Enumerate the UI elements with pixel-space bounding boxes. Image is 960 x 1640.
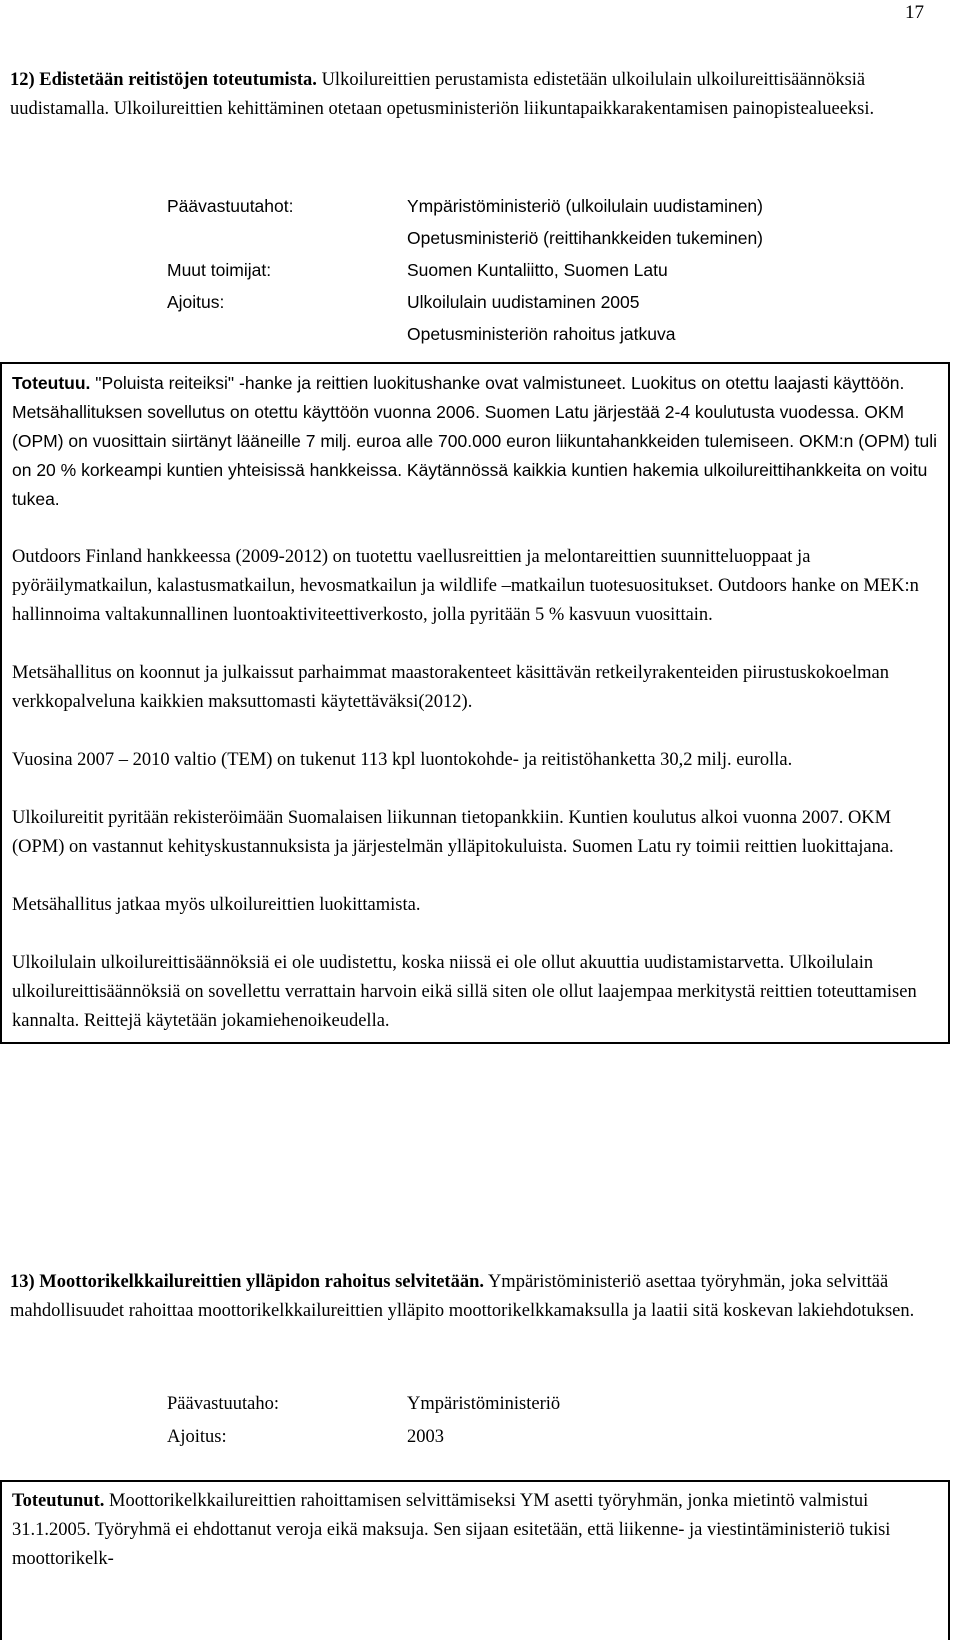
responsibility-value: Opetusministeriö (reittihankkeiden tukeminen) — [407, 228, 763, 248]
responsibility-row — [167, 286, 763, 350]
responsibility-label: Päävastuutaho: — [167, 1394, 280, 1414]
result-paragraph: Metsähallitus jatkaa myös ulkoilureittien luokittamista. — [12, 895, 421, 915]
section-12-responsibility-table — [167, 190, 763, 350]
responsibility-label: Ajoitus: — [167, 292, 225, 312]
section-13-text: Ympäristöministeriö asettaa työryhmän, joka selvittää mahdollisuudet rahoittaa moottorikelkkailureittien ylläpito moottorikelkkamaksulla ja laatii sitä koskevan lakiehdotuksen. — [10, 1272, 915, 1321]
section-12-text: Ulkoilureittien perustamista edistetään ulkoilulain ulkoilureittisäännöksiä uudistamalla. Ulkoilureittien kehittäminen otetaan opetusministeriön liikuntapaikkarakentamisen painopistealueeksi. — [10, 70, 875, 119]
responsibility-value: Opetusministeriön rahoitus jatkuva — [407, 324, 676, 344]
section-13-intro — [10, 1268, 940, 1326]
responsibility-row — [167, 190, 763, 254]
responsibility-value: Ympäristöministeriö — [407, 1394, 561, 1414]
responsibility-label: Ajoitus: — [167, 1427, 227, 1447]
result-lead: Toteutunut. — [12, 1491, 105, 1511]
result-paragraph: Ulkoilulain ulkoilureittisäännöksiä ei ole uudistettu, koska niissä ei ole ollut akuuttia uudistamistarvetta. Ulkoilulain ulkoilureittisäännöksiä on sovellettu verrattain harvoin eikä sillä siten ole ollut laajempaa merkitystä reittien toteuttamisen kannalta. Reittejä käytetään jokamiehenoikeudella. — [12, 953, 917, 1031]
responsibility-row — [167, 1388, 560, 1421]
responsibility-value: Suomen Kuntaliitto, Suomen Latu — [407, 260, 668, 280]
responsibility-row — [167, 1421, 560, 1454]
result-paragraph: Metsähallitus on koonnut ja julkaissut parhaimmat maastorakenteet käsittävän retkeilyrakenteiden piirustuskokoelman verkkopalveluna kaikkien maksuttomasti käytettäväksi(2012). — [12, 663, 889, 712]
section-13-responsibility-table — [167, 1388, 560, 1454]
result-paragraph: Outdoors Finland hankkeessa (2009-2012) on tuotettu vaellusreittien ja melontareittien suunnitteluoppaat ja pyöräilymatkailun, kalastusmatkailun, hevosmatkailun ja wildlife –matkailun tuotesuositukset. Outdoors hanke on MEK:n hallinnoima valtakunnallinen luontoaktiviteettiverkosto, jolla pyritään 5 % kasvuun vuosittain. — [12, 547, 919, 625]
result-paragraph: Toteutunut. Moottorikelkkailureittien rahoittamisen selvittämiseksi YM asetti työryhmän, jonka mietintö valmistui 31.1.2005. Työryhmä ei ehdottanut veroja eikä maksuja. Sen sijaan esitetään, että liikenne- ja viestintäministeriö tukisi moottorikelk- — [12, 1491, 891, 1569]
responsibility-label: Muut toimijat: — [167, 260, 272, 280]
responsibility-row — [167, 254, 763, 286]
result-paragraph: Toteutuu. "Poluista reiteiksi" -hanke ja reittien luokitushanke ovat valmistuneet. Luokitus on otettu laajasti käyttöön. Metsähallituksen sovellutus on otettu käyttöön vuonna 2006. Suomen Latu järjestää 2-4 koulutusta vuodessa. OKM (OPM) on vuosittain siirtänyt lääneille 7 milj. euroa alle 700.000 euron liikuntahankkeiden tulemiseen. OKM:n (OPM) tuli on 20 % korkeampi kuntien yhteisissä hankkeissa. Käytännössä kaikkia kuntien hakemia ulkoilureittihankkeita on voitu tukea. — [12, 373, 938, 509]
section-12-heading: 12) Edistetään reitistöjen toteutumista. — [10, 70, 317, 90]
section-12-result-box — [0, 362, 950, 1044]
section-13-result-box — [0, 1480, 950, 1640]
responsibility-value: 2003 — [407, 1427, 444, 1447]
responsibility-value: Ympäristöministeriö (ulkoilulain uudistaminen) — [407, 196, 763, 216]
result-paragraph: Vuosina 2007 – 2010 valtio (TEM) on tukenut 113 kpl luontokohde- ja reitistöhanketta 30,2 milj. eurolla. — [12, 750, 793, 770]
result-paragraph: Ulkoilureitit pyritään rekisteröimään Suomalaisen liikunnan tietopankkiin. Kuntien koulutus alkoi vuonna 2007. OKM (OPM) on vastannut kehityskustannuksista ja järjestelmän ylläpitokuluista. Suomen Latu ry toimii reittien luokittajana. — [12, 808, 894, 857]
page-number: 17 — [905, 2, 924, 23]
result-lead: Toteutuu. — [12, 373, 91, 393]
section-12-intro — [10, 66, 940, 124]
section-13-heading: 13) Moottorikelkkailureittien ylläpidon rahoitus selvitetään. — [10, 1272, 484, 1292]
responsibility-value: Ulkoilulain uudistaminen 2005 — [407, 292, 640, 312]
responsibility-label: Päävastuutahot: — [167, 196, 294, 216]
